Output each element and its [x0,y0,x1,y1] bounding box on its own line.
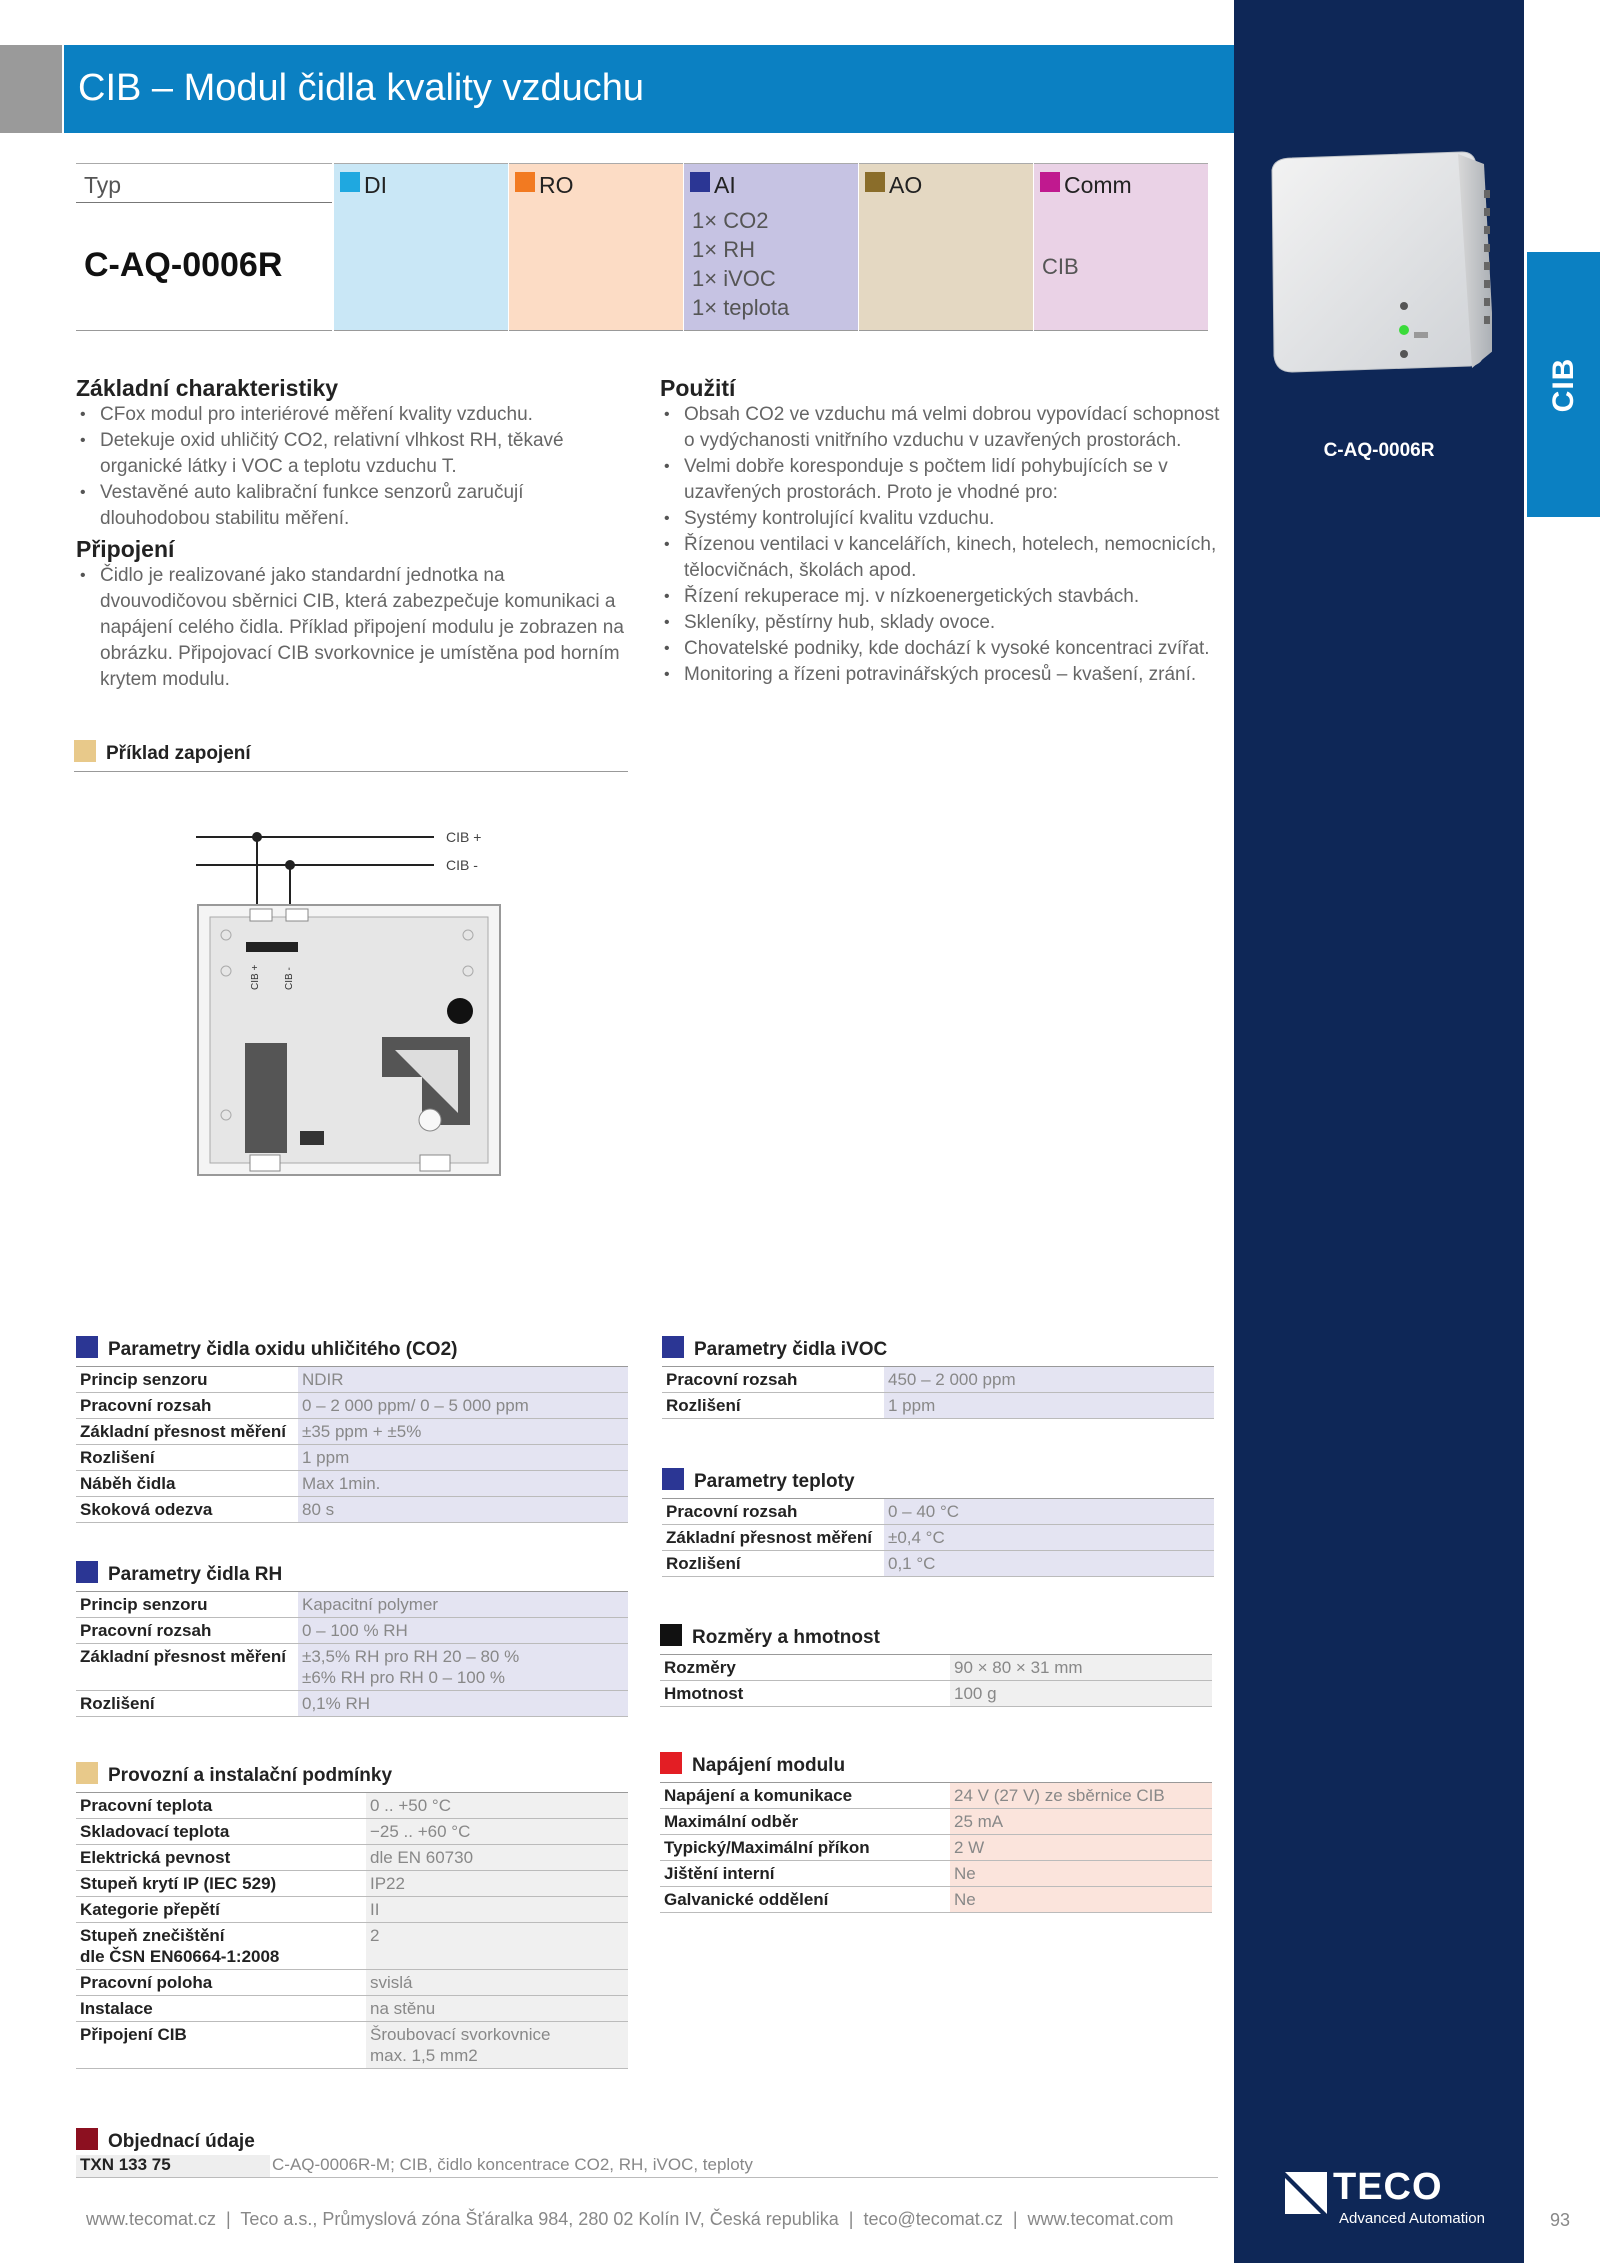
section-square-icon [660,1752,682,1774]
bullet-item: • Obsah CO2 ve vzduchu má velmi dobrou vypovídací schopnost o vydýchanosti vnitřního vzduchu v uzavřených prostorách. [660,402,1230,454]
type-head-di [334,163,508,203]
gray-tab [0,45,62,133]
section-square-icon [660,1624,682,1646]
terminal-cib-minus: CIB - [284,967,295,990]
param-value: 80 s [298,1497,628,1523]
param-key: Pracovní rozsah [662,1367,884,1393]
param-key: Připojení CIB [76,2022,366,2069]
rh-title-text: Parametry čidla RH [108,1564,283,1585]
param-value: 0 – 2 000 ppm/ 0 – 5 000 ppm [298,1393,628,1419]
page-title: CIB – Modul čidla kvality vzduchu [78,67,645,109]
bullet-item: • Velmi dobře koresponduje s počtem lidí pohybujících se v uzavřených prostorách. Proto je vhodné pro: [660,454,1230,506]
param-value: 0 .. +50 °C [366,1793,628,1819]
param-key: Typický/Maximální příkon [660,1835,950,1861]
bullet-item: • Řízení rekuperace mj. v nízkoenergetických stavbách. [660,584,1230,610]
rh-title [76,1561,282,1586]
type-head-ro [509,163,683,203]
param-value: 0,1 °C [884,1551,1214,1577]
order-row [76,2155,1218,2178]
type-col [76,163,332,331]
type-swatch-icon [515,172,535,192]
bullet-item: • Monitoring a řízeni potravinářských procesů – kvašení, zrání. [660,662,1230,688]
param-value: 450 – 2 000 ppm [884,1367,1214,1393]
section-square-icon [662,1468,684,1490]
table-row [76,1996,628,2022]
table-row [660,1783,1212,1809]
table-row [662,1367,1214,1393]
type-table [76,163,1210,331]
ivoc-title-text: Parametry čidla iVOC [694,1339,888,1360]
param-key: Pracovní teplota [76,1793,366,1819]
type-body-comm [1034,202,1208,331]
table-row [660,1887,1212,1913]
usage-title: Použití [660,375,736,401]
teco-logo [1283,2168,1483,2231]
type-swatch-icon [865,172,885,192]
type-value: CIB [1042,254,1079,279]
co2-title-text: Parametry čidla oxidu uhličitého (CO2) [108,1339,458,1360]
ivoc-table [662,1366,1214,1419]
product-photo [1262,150,1492,410]
param-value: dle EN 60730 [366,1845,628,1871]
table-row [662,1551,1214,1577]
table-row [76,1419,628,1445]
type-label: Typ [84,172,122,198]
param-value: 2 W [950,1835,1212,1861]
wiring-square-icon [74,740,96,762]
section-square-icon [76,1762,98,1784]
header-bar [64,45,1234,133]
type-col-comm [1034,163,1208,331]
param-value: IP22 [366,1871,628,1897]
param-value: 1 ppm [884,1393,1214,1419]
table-row [76,1897,628,1923]
param-value: 0 – 40 °C [884,1499,1214,1525]
power-table [660,1782,1212,1913]
type-swatch-icon [1040,172,1060,192]
type-swatch-icon [340,172,360,192]
table-row [76,1393,628,1419]
param-value: ±35 ppm + ±5% [298,1419,628,1445]
section-square-icon [76,1336,98,1358]
ivoc-title [662,1336,887,1361]
param-value: 0,1% RH [298,1691,628,1717]
operating-title [76,1762,392,1787]
param-key: Elektrická pevnost [76,1845,366,1871]
logo-sub: Advanced Automation [1339,2210,1485,2227]
param-value: NDIR [298,1367,628,1393]
section-square-icon [76,1561,98,1583]
param-key: Galvanické oddělení [660,1887,950,1913]
param-key: Základní přesnost měření [76,1419,298,1445]
param-key: Pracovní rozsah [76,1393,298,1419]
table-row [662,1393,1214,1419]
connection-title: Připojení [76,536,175,562]
terminal-cib-plus: CIB + [250,964,261,990]
table-row [76,1691,628,1717]
param-key: Základní přesnost měření [76,1644,298,1691]
type-body-ao [859,202,1033,331]
wiring-title [74,740,628,772]
type-value: 1× teplota [692,295,790,320]
type-head [76,163,332,203]
type-col-label: Comm [1064,172,1132,198]
rh-table [76,1591,628,1717]
type-body-ro [509,202,683,331]
page-number: 93 [1550,2210,1571,2230]
connection-list [76,563,636,693]
param-value: −25 .. +60 °C [366,1819,628,1845]
power-title-text: Napájení modulu [692,1755,846,1776]
bullet-item: • Chovatelské podniky, kde dochází k vysoké koncentraci zvířat. [660,636,1230,662]
temp-table [662,1498,1214,1577]
order-title-text: Objednací údaje [108,2131,255,2152]
param-key: Rozlišení [662,1551,884,1577]
photo-label: C-AQ-0006R [1323,440,1435,461]
type-col-label: AO [889,172,923,198]
table-row [76,1819,628,1845]
wire-cib-minus: CIB - [446,857,478,873]
basic-list [76,402,636,532]
bullet-item: • CFox modul pro interiérové měření kvality vzduchu. [76,402,636,428]
table-row [662,1525,1214,1551]
table-row [76,1644,628,1691]
param-value: 2 [366,1923,628,1970]
dims-title [660,1624,880,1649]
co2-title [76,1336,457,1361]
table-row [76,1497,628,1523]
co2-table [76,1366,628,1523]
wiring-title-text: Příklad zapojení [106,743,251,764]
param-value: 90 × 80 × 31 mm [950,1655,1212,1681]
table-row [76,1970,628,1996]
type-col-ai [684,163,858,331]
param-value: Max 1min. [298,1471,628,1497]
type-value: 1× iVOC [692,266,776,291]
usage-list [660,402,1230,688]
basic-section [76,375,636,693]
type-head-comm [1034,163,1208,203]
param-value: svislá [366,1970,628,1996]
table-row [76,1367,628,1393]
dims-title-text: Rozměry a hmotnost [692,1627,880,1648]
type-value: 1× CO2 [692,208,769,233]
param-key: Rozměry [660,1655,950,1681]
param-value: 100 g [950,1681,1212,1707]
operating-title-text: Provozní a instalační podmínky [108,1765,393,1786]
section-square-icon [662,1336,684,1358]
param-key: Princip senzoru [76,1367,298,1393]
param-key: Pracovní rozsah [76,1618,298,1644]
type-value: 1× RH [692,237,755,262]
dims-table [660,1654,1212,1707]
type-head-ai [684,163,858,203]
temp-title-text: Parametry teploty [694,1471,855,1492]
bullet-item: • Detekuje oxid uhličitý CO2, relativní vlhkost RH, těkavé organické látky i VOC a teplotu vzduchu T. [76,428,636,480]
type-col-label: RO [539,172,574,198]
bullet-item: • Vestavěné auto kalibrační funkce senzorů zaručují dlouhodobou stabilitu měření. [76,480,636,532]
table-row [660,1835,1212,1861]
param-value: na stěnu [366,1996,628,2022]
param-key: Rozlišení [76,1691,298,1717]
param-value: Ne [950,1861,1212,1887]
type-body-di [334,202,508,331]
param-value: 1 ppm [298,1445,628,1471]
type-col-di [334,163,508,331]
table-row [76,1618,628,1644]
bullet-item: • Systémy kontrolující kvalitu vzduchu. [660,506,1230,532]
param-value: Ne [950,1887,1212,1913]
bullet-item: • Řízenou ventilaci v kancelářích, kinech, hotelech, nemocnicích, tělocvičnách, školách apod. [660,532,1230,584]
param-key: Kategorie přepětí [76,1897,366,1923]
temp-title [662,1468,855,1493]
param-value: II [366,1897,628,1923]
order-desc: C-AQ-0006R-M; CIB, čidlo koncentrace CO2, RH, iVOC, teploty [272,2155,753,2174]
param-key: Pracovní poloha [76,1970,366,1996]
param-value: 25 mA [950,1809,1212,1835]
param-key: Pracovní rozsah [662,1499,884,1525]
param-key: Jištění interní [660,1861,950,1887]
table-row [660,1809,1212,1835]
param-key: Základní přesnost měření [662,1525,884,1551]
param-key: Rozlišení [76,1445,298,1471]
usage-section [660,375,1230,688]
table-row [660,1861,1212,1887]
order-code: TXN 133 75 [76,2155,270,2177]
order-square-icon [76,2128,98,2150]
footer-text: www.tecomat.cz | Teco a.s., Průmyslová zóna Šťáralka 984, 280 02 Kolín IV, Česká republika | teco@tecomat.cz | www.tecomat.com [86,2209,1174,2229]
param-key: Princip senzoru [76,1592,298,1618]
basic-title: Základní charakteristiky [76,375,339,401]
order-title [76,2128,255,2153]
param-value: Šroubovací svorkovnice max. 1,5 mm2 [366,2022,628,2069]
type-col-ro [509,163,683,331]
table-row [660,1655,1212,1681]
table-row [76,1871,628,1897]
bullet-item: • Čidlo je realizované jako standardní jednotka na dvouvodičovou sběrnici CIB, která zabezpečuje komunikaci a napájení celého čidla. Příklad připojení modulu je zobrazen na obrázku. Připojovací CIB svorkovnice je umístěna pod horním krytem modulu. [76,563,636,693]
type-col-ao [859,163,1033,331]
param-key: Maximální odběr [660,1809,950,1835]
operating-table [76,1792,628,2069]
param-key: Náběh čidla [76,1471,298,1497]
side-tab-cib [1527,252,1600,517]
param-key: Hmotnost [660,1681,950,1707]
table-row [662,1499,1214,1525]
param-key: Stupeň znečištění dle ČSN EN60664-1:2008 [76,1923,366,1970]
param-key: Skoková odezva [76,1497,298,1523]
param-value: 0 – 100 % RH [298,1618,628,1644]
bullet-item: • Skleníky, pěstírny hub, sklady ovoce. [660,610,1230,636]
table-row [76,1592,628,1618]
param-value: ±3,5% RH pro RH 20 – 80 % ±6% RH pro RH 0 – 100 % [298,1644,628,1691]
table-row [76,1445,628,1471]
table-row [76,2022,628,2069]
type-body-ai [684,202,858,331]
type-swatch-icon [690,172,710,192]
table-row [76,1845,628,1871]
table-row [76,1793,628,1819]
param-key: Rozlišení [662,1393,884,1419]
param-value: Kapacitní polymer [298,1592,628,1618]
param-key: Stupeň krytí IP (IEC 529) [76,1871,366,1897]
table-row [660,1681,1212,1707]
param-value: 24 V (27 V) ze sběrnice CIB [950,1783,1212,1809]
side-tab-label: CIB [1546,357,1580,412]
table-row [76,1923,628,1970]
param-key: Napájení a komunikace [660,1783,950,1809]
wiring-diagram [190,825,510,1180]
type-col-label: AI [714,172,736,198]
model-code: C-AQ-0006R [84,246,283,284]
type-col-label: DI [364,172,387,198]
power-title [660,1752,845,1777]
logo-name: TECO [1333,2166,1443,2208]
type-body [76,202,332,331]
param-key: Instalace [76,1996,366,2022]
param-key: Skladovací teplota [76,1819,366,1845]
param-value: ±0,4 °C [884,1525,1214,1551]
table-row [76,1471,628,1497]
wire-cib-plus: CIB + [446,829,482,845]
type-head-ao [859,163,1033,203]
